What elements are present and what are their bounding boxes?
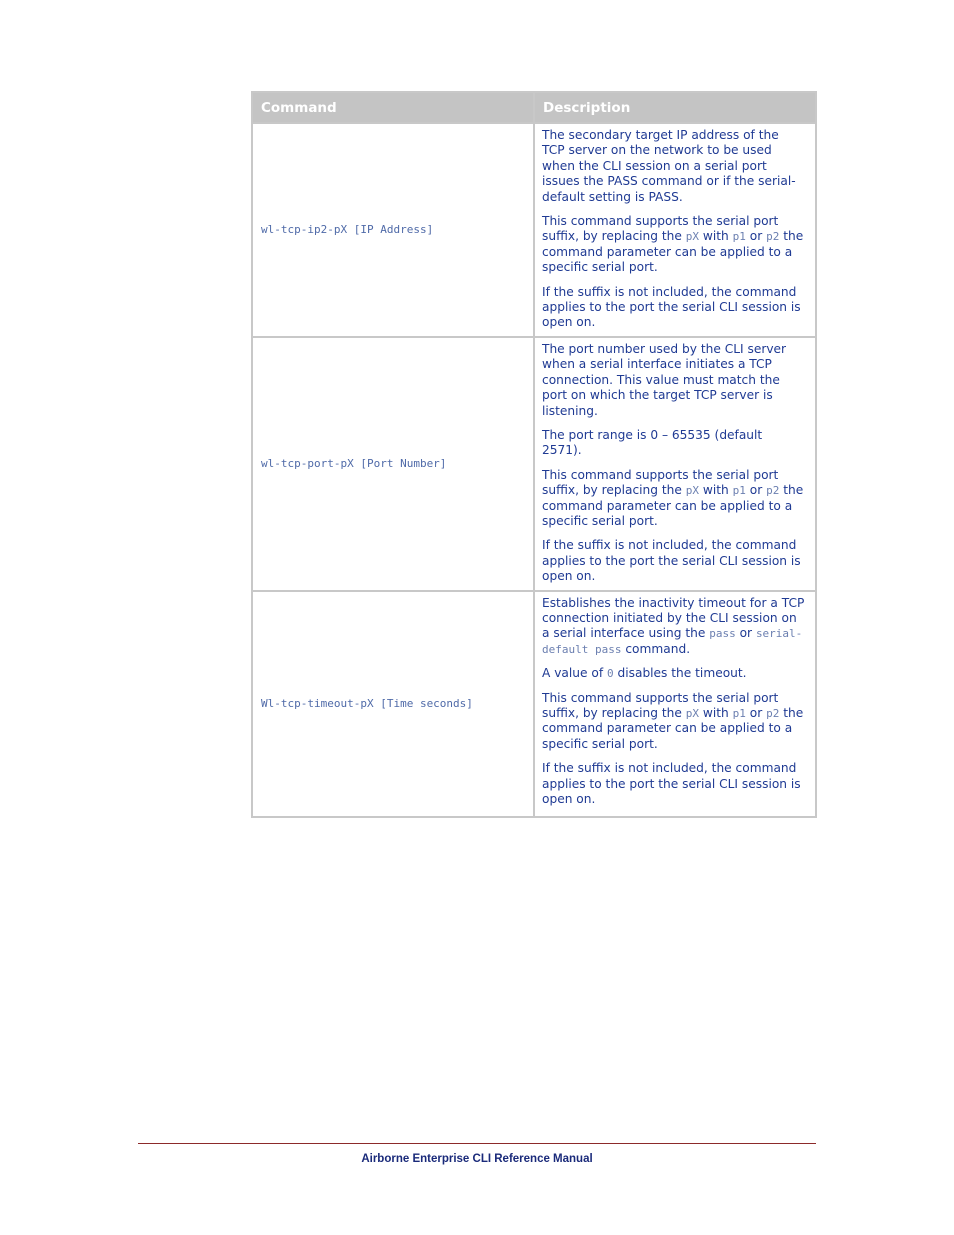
note-paragraph: If the suffix is not included, the command applies to the port the serial CLI session is open on.	[542, 284, 801, 330]
value-paragraph	[542, 666, 805, 681]
text: disables the timeout.	[613, 666, 747, 681]
table-header-row	[252, 92, 816, 123]
text: or	[745, 706, 767, 720]
command-cell: Wl-tcp-timeout-pX [Time seconds]	[252, 591, 534, 817]
command-cell: wl-tcp-port-pX [Port Number]	[252, 337, 534, 591]
description-paragraph: The port number used by the CLI server when a serial interface initiates a TCP connection. This value must match the port on which the target TCP server is listening.	[542, 341, 787, 418]
text: the command parameter can be applied to a specific serial port.	[542, 706, 804, 751]
code-zero: 0	[607, 667, 614, 681]
footer-title: Airborne Enterprise CLI Reference Manual	[361, 1153, 593, 1165]
description-cell	[534, 337, 816, 591]
command-table	[251, 91, 817, 818]
description-cell	[534, 591, 816, 817]
code-px: pX	[685, 707, 700, 720]
text: with	[699, 706, 733, 720]
column-header-command: Command	[252, 92, 534, 123]
text: This command supports the serial port suffix, by replacing the	[542, 214, 779, 244]
text: or	[745, 229, 767, 244]
text: This command supports the serial port suffix, by replacing the	[542, 690, 779, 720]
table-row	[252, 337, 816, 591]
text: This command supports the serial port suffix, by replacing the	[542, 467, 779, 498]
command-cell: wl-tcp-ip2-pX [IP Address]	[252, 123, 534, 337]
description-paragraph: The secondary target IP address of the TCP server on the network to be used when the CLI session on a serial port issues the PASS command or if the serial-default setting is PASS.	[542, 128, 796, 204]
suffix-paragraph	[542, 691, 805, 753]
range-paragraph: The port range is 0 – 65535 (default 2571).	[542, 427, 763, 458]
text: with	[699, 483, 733, 498]
text: command.	[621, 641, 691, 656]
code-p2: p2	[766, 484, 780, 498]
text: Establishes the inactivity timeout for a TCP connection initiated by the CLI session on a serial interface using the	[542, 595, 805, 641]
text: or	[735, 626, 756, 641]
table-row	[252, 591, 816, 817]
code-serial-default-pass: serial-default pass	[542, 627, 803, 656]
suffix-paragraph	[542, 468, 805, 530]
text: the command parameter can be applied to a specific serial port.	[542, 229, 804, 275]
footer-divider	[138, 1143, 816, 1144]
suffix-paragraph	[542, 214, 805, 276]
code-px: pX	[685, 484, 700, 498]
table-row	[252, 123, 816, 337]
code-p1: p1	[732, 484, 746, 498]
code-px: pX	[685, 230, 700, 244]
text: with	[699, 229, 733, 244]
code-p2: p2	[766, 707, 780, 720]
code-p1: p1	[732, 230, 746, 244]
description-cell	[534, 123, 816, 337]
note-paragraph: If the suffix is not included, the command applies to the port the serial CLI session is open on.	[542, 538, 801, 584]
description-paragraph	[542, 596, 805, 658]
text: the command parameter can be applied to a specific serial port.	[542, 483, 804, 528]
code-p1: p1	[732, 707, 746, 720]
note-paragraph: If the suffix is not included, the command applies to the port the serial CLI session is open on.	[542, 761, 801, 807]
code-pass: pass	[709, 627, 736, 641]
text: A value of	[542, 666, 607, 681]
code-p2: p2	[766, 230, 780, 244]
column-header-description: Description	[534, 92, 816, 123]
text: or	[745, 483, 767, 498]
